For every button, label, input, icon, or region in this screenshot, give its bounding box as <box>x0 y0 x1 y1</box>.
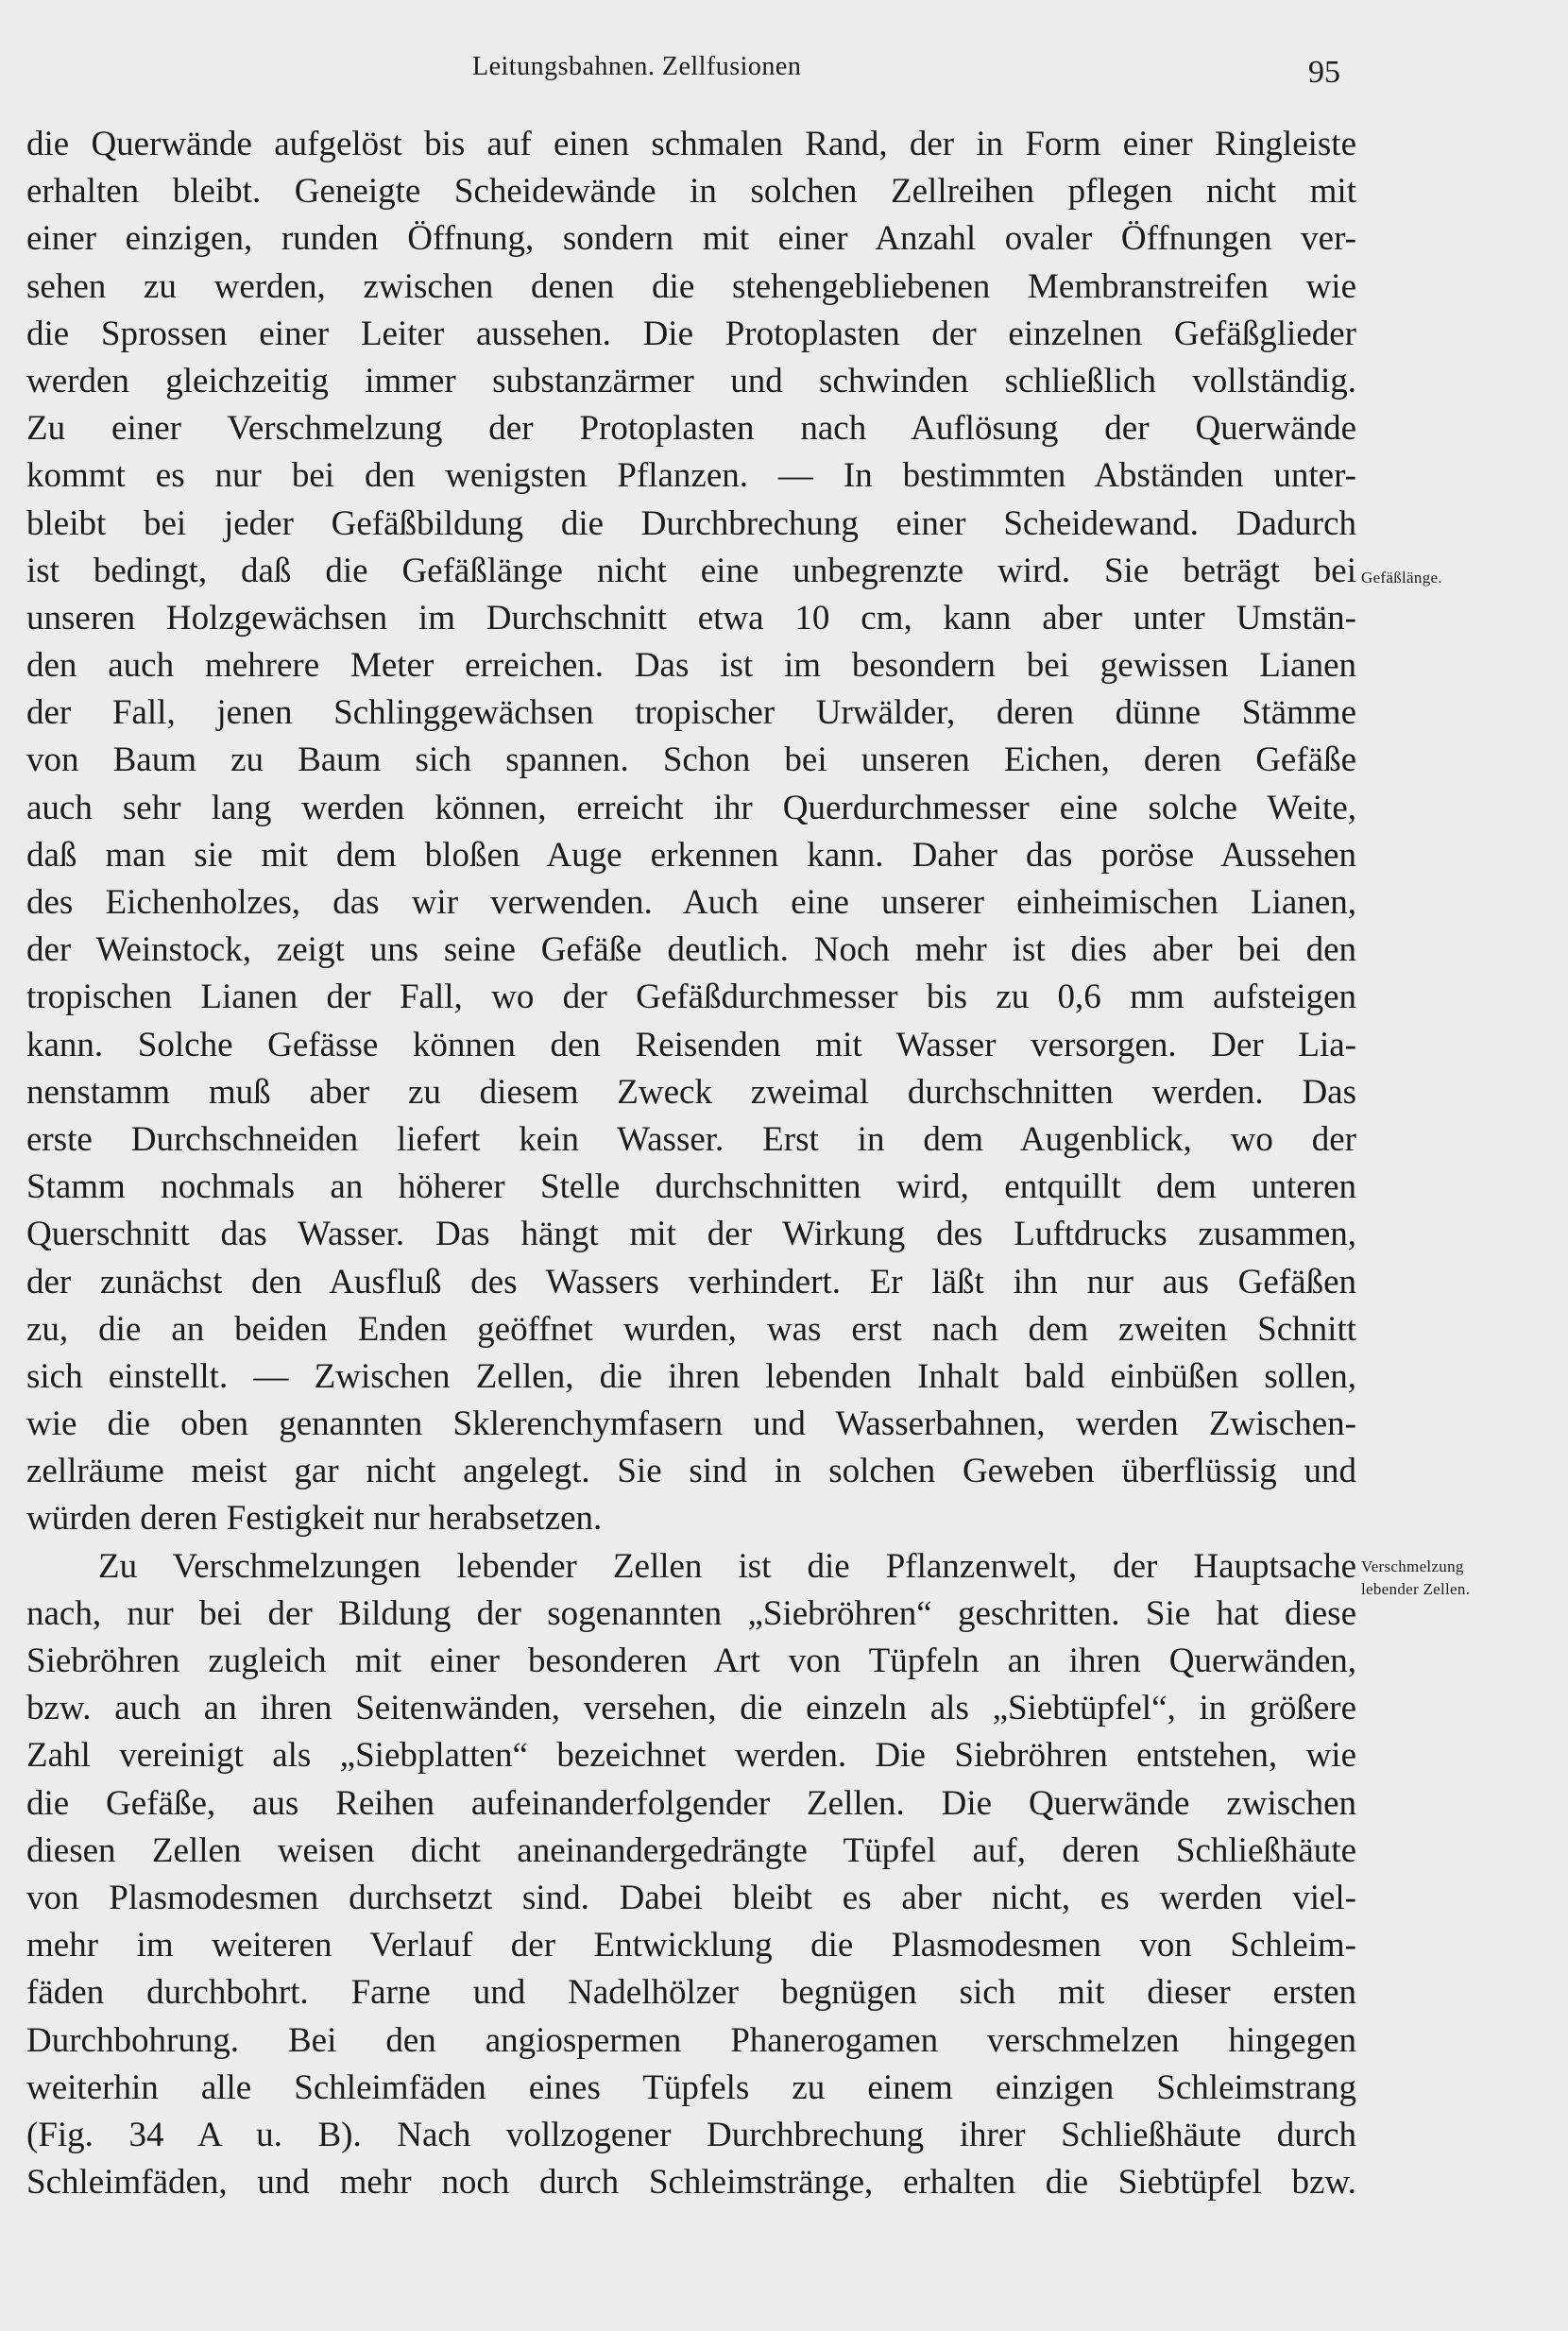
text-line: Schleimfäden, und mehr noch durch Schleimstränge, erhalten die Siebtüpfel bzw. <box>26 2163 1356 2203</box>
text-line: auch sehr lang werden können, erreicht ihr Querdurchmesser eine solche Weite, <box>26 788 1356 827</box>
text-line: erste Durchschneiden liefert kein Wasser. Erst in dem Augenblick, wo der <box>26 1119 1356 1159</box>
text-line: der Weinstock, zeigt uns seine Gefäße deutlich. Noch mehr ist dies aber bei den <box>26 930 1356 970</box>
text-line: sehen zu werden, zwischen denen die stehengebliebenen Membranstreifen wie <box>26 266 1356 306</box>
text-line: die Gefäße, aus Reihen aufeinanderfolgender Zellen. Die Querwände zwischen <box>26 1783 1356 1823</box>
margin-note-lebender-zellen: lebender Zellen. <box>1361 1580 1471 1598</box>
text-line: fäden durchbohrt. Farne und Nadelhölzer begnügen sich mit dieser ersten <box>26 1973 1356 2013</box>
text-line: den auch mehrere Meter erreichen. Das ist im besondern bei gewissen Lianen <box>26 646 1356 686</box>
text-line: diesen Zellen weisen dicht aneinandergedrängte Tüpfel auf, deren Schließhäute <box>26 1830 1356 1870</box>
text-line: sich einstellt. — Zwischen Zellen, die ihren lebenden Inhalt bald einbüßen sollen, <box>26 1356 1356 1396</box>
text-line: einer einzigen, runden Öffnung, sondern mit einer Anzahl ovaler Öffnungen ver- <box>26 219 1356 259</box>
text-line: Stamm nochmals an höherer Stelle durchschnitten wird, entquillt dem unteren <box>26 1167 1356 1207</box>
text-line: die Querwände aufgelöst bis auf einen schmalen Rand, der in Form einer Ringleiste <box>26 125 1356 163</box>
text-line: weiterhin alle Schleimfäden eines Tüpfels zu einem einzigen Schleimstrang <box>26 2067 1356 2107</box>
text-line: zu, die an beiden Enden geöffnet wurden, was erst nach dem zweiten Schnitt <box>26 1309 1356 1349</box>
paragraph-start-line: Zu Verschmelzungen lebender Zellen ist die Pflanzenwelt, der Hauptsache <box>98 1546 1356 1586</box>
text-line: Durchbohrung. Bei den angiospermen Phanerogamen verschmelzen hingegen <box>26 2020 1356 2060</box>
text-line: bleibt bei jeder Gefäßbildung die Durchbrechung einer Scheidewand. Dadurch <box>26 503 1356 543</box>
text-line: (Fig. 34 A u. B). Nach vollzogener Durchbrechung ihrer Schließhäute durch <box>26 2115 1356 2154</box>
text-line: zellräume meist gar nicht angelegt. Sie sind in solchen Geweben überflüssig und <box>26 1452 1356 1491</box>
text-line: unseren Holzgewächsen im Durchschnitt etwa 10 cm, kann aber unter Umstän- <box>26 598 1356 638</box>
text-line: werden gleichzeitig immer substanzärmer und schwinden schließlich vollständig. <box>26 361 1356 400</box>
text-line: nenstamm muß aber zu diesem Zweck zweimal durchschnitten werden. Das <box>26 1072 1356 1112</box>
text-line: kann. Solche Gefässe können den Reisenden mit Wasser versorgen. Der Lia- <box>26 1025 1356 1064</box>
page-number: 95 <box>1308 55 1340 90</box>
text-line: tropischen Lianen der Fall, wo der Gefäßdurchmesser bis zu 0,6 mm aufsteigen <box>26 978 1356 1017</box>
text-line: des Eichenholzes, das wir verwenden. Auch eine unserer einheimischen Lianen, <box>26 883 1356 922</box>
text-line: Zahl vereinigt als „Siebplatten“ bezeichnet werden. Die Siebröhren entstehen, wie <box>26 1736 1356 1776</box>
text-line: der Fall, jenen Schlinggewächsen tropischer Urwälder, deren dünne Stämme <box>26 693 1356 733</box>
text-line: bzw. auch an ihren Seitenwänden, versehen, die einzeln als „Siebtüpfel“, in größere <box>26 1689 1356 1728</box>
text-line: ist bedingt, daß die Gefäßlänge nicht eine unbegrenzte wird. Sie beträgt bei <box>26 551 1356 590</box>
text-line: nach, nur bei der Bildung der sogenannten „Siebröhren“ geschritten. Sie hat diese <box>26 1593 1356 1633</box>
text-line: Siebröhren zugleich mit einer besonderen Art von Tüpfeln an ihren Querwänden, <box>26 1642 1356 1680</box>
text-line: die Sprossen einer Leiter aussehen. Die Protoplasten der einzelnen Gefäßglieder <box>26 314 1356 353</box>
text-line: daß man sie mit dem bloßen Auge erkennen kann. Daher das poröse Aussehen <box>26 835 1356 875</box>
margin-note-verschmelzung: Verschmelzung <box>1361 1557 1464 1575</box>
text-line: mehr im weiteren Verlauf der Entwicklung die Plasmodesmen von Schleim- <box>26 1926 1356 1965</box>
paragraph-end-line: würden deren Festigkeit nur herabsetzen. <box>26 1499 603 1539</box>
text-line: Querschnitt das Wasser. Das hängt mit der Wirkung des Luftdrucks zusammen, <box>26 1215 1356 1254</box>
text-line: von Plasmodesmen durchsetzt sind. Dabei bleibt es aber nicht, es werden viel- <box>26 1878 1356 1917</box>
text-line: wie die oben genannten Sklerenchymfasern und Wasserbahnen, werden Zwischen- <box>26 1404 1356 1444</box>
margin-note-gefaesslaenge: Gefäßlänge. <box>1361 569 1442 587</box>
text-line: kommt es nur bei den wenigsten Pflanzen. — In bestimmten Abständen unter- <box>26 456 1356 496</box>
text-line: der zunächst den Ausfluß des Wassers verhindert. Er läßt ihn nur aus Gefäßen <box>26 1262 1356 1302</box>
running-header: Leitungsbahnen. Zellfusionen <box>472 52 802 81</box>
text-line: Zu einer Verschmelzung der Protoplasten nach Auflösung der Querwände <box>26 409 1356 449</box>
text-line: von Baum zu Baum sich spannen. Schon bei unseren Eichen, deren Gefäße <box>26 740 1356 780</box>
body-text <box>26 121 1356 2206</box>
text-line: erhalten bleibt. Geneigte Scheidewände in solchen Zellreihen pflegen nicht mit <box>26 172 1356 212</box>
